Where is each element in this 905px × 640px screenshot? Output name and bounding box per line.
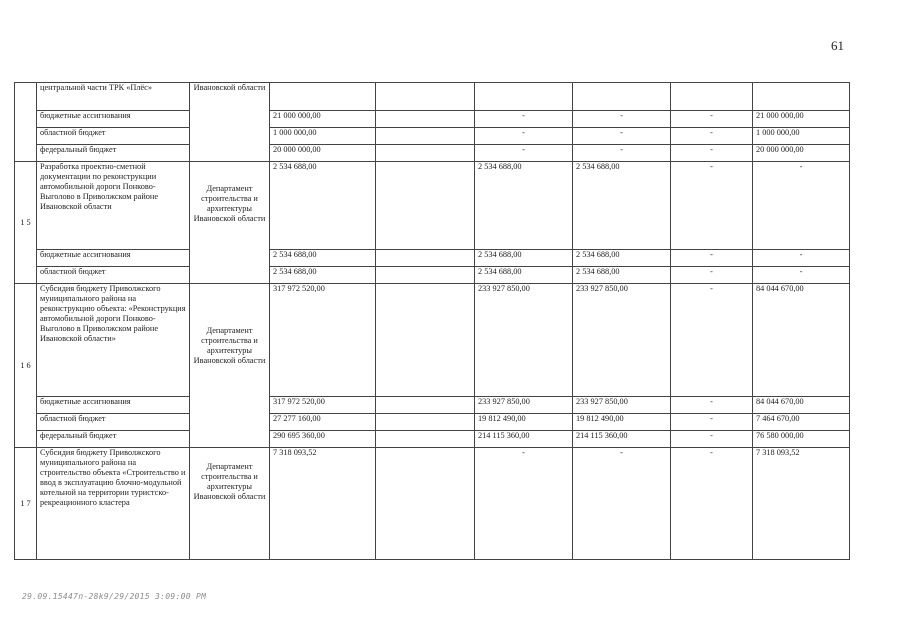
row-number: 1 7 xyxy=(15,448,37,560)
table-row: областной бюджет 2 534 688,00 2 534 688,00 2 534 688,00 - - xyxy=(15,267,850,284)
page-number: 61 xyxy=(831,38,844,53)
item-name: Субсидия бюджету Приволжского муниципального района на строительство объекта «Строительство и ввод в эксплуатацию блочно-модульной котельной на территории туристско-рекреационного кластера xyxy=(37,448,190,560)
executor-cell: Департамент строительства и архитектуры Ивановской области xyxy=(190,162,270,284)
table-row xyxy=(15,83,850,111)
table-row: федеральный бюджет 20 000 000,00 - - - 20 000 000,00 xyxy=(15,145,850,162)
footer-stamp: 29.09.15447п-28k9/29/2015 3:09:00 PM xyxy=(22,592,207,601)
executor-cell: Департамент строительства и архитектуры Ивановской области xyxy=(190,284,270,448)
table-row: 1 7 Субсидия бюджету Приволжского муниципального района на строительство объекта «Строительство и ввод в эксплуатацию блочно-модульной котельной на территории туристско-рекреационного кластера Департамент строительства и архитектуры Ивановской области 7 318 093,52 - - - 7 318 093,52 xyxy=(15,448,850,560)
item-name: Разработка проектно-сметной документации по реконструкции автомобильной дороги Понково-Выголово в Приволжском районе Ивановской области xyxy=(37,162,190,250)
table-row: областной бюджет 27 277 160,00 19 812 490,00 19 812 490,00 - 7 464 670,00 xyxy=(15,414,850,431)
table-row: областной бюджет 1 000 000,00 - - - 1 000 000,00 xyxy=(15,128,850,145)
table-row: 1 5 Разработка проектно-сметной документации по реконструкции автомобильной дороги Понково-Выголово в Приволжском районе Ивановской области Департамент строительства и архитектуры Ивановской области 2 534 688,00 2 534 688,00 2 534 688,00 - - xyxy=(15,162,850,250)
row-number: 1 5 xyxy=(15,162,37,284)
item-name: Субсидия бюджету Приволжского муниципального района на реконструкцию объекта: «Реконструкция автомобильной дороги Понково-Выголово в Приволжском районе Ивановской области» xyxy=(37,284,190,397)
item-name: центральной части ТРК «Плёс» xyxy=(37,83,190,111)
table-row: 1 6 Субсидия бюджету Приволжского муниципального района на реконструкцию объекта: «Реконструкция автомобильной дороги Понково-Выголово в Приволжском районе Ивановской области» Департамент строительства и архитектуры Ивановской области 317 972 520,00 233 927 850,00 233 927 850,00 - 84 044 670,00 xyxy=(15,284,850,397)
table-row: бюджетные ассигнования 21 000 000,00 - - - 21 000 000,00 xyxy=(15,111,850,128)
executor-cell: Ивановской области xyxy=(190,83,270,162)
executor-cell: Департамент строительства и архитектуры Ивановской области xyxy=(190,448,270,560)
table-row: федеральный бюджет 290 695 360,00 214 115 360,00 214 115 360,00 - 76 580 000,00 xyxy=(15,431,850,448)
table-row: бюджетные ассигнования 317 972 520,00 233 927 850,00 233 927 850,00 - 84 044 670,00 xyxy=(15,397,850,414)
row-number-cell xyxy=(15,83,37,162)
table-row: бюджетные ассигнования 2 534 688,00 2 534 688,00 2 534 688,00 - - xyxy=(15,250,850,267)
budget-table xyxy=(14,82,850,560)
row-number: 1 6 xyxy=(15,284,37,448)
